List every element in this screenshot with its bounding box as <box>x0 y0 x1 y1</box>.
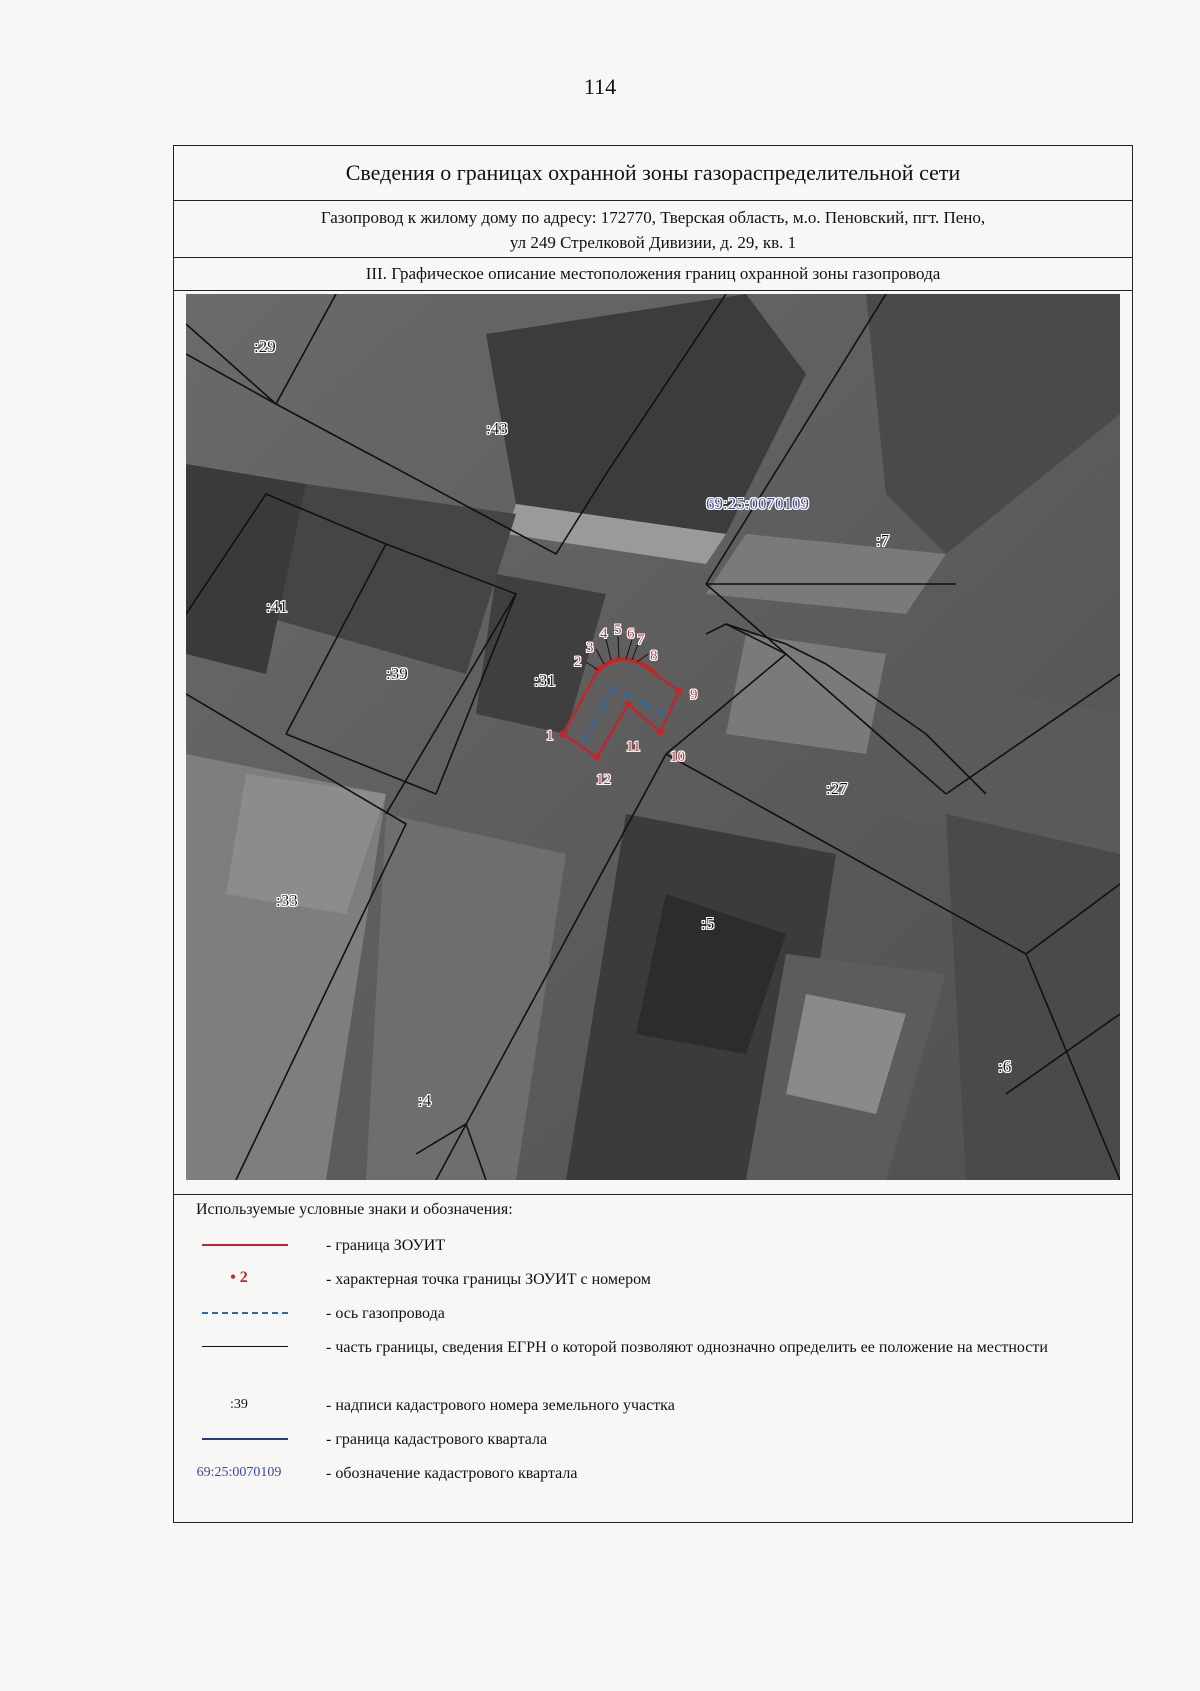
point-label-9: 9 <box>690 687 698 703</box>
point-label-8: 8 <box>650 648 658 664</box>
legend-text: - обозначение кадастрового квартала <box>326 1465 578 1482</box>
point-label-11: 11 <box>626 739 641 755</box>
object-description <box>174 201 1132 258</box>
quarter-label-sample: 69:25:0070109 <box>196 1465 282 1480</box>
page-number: 114 <box>583 74 617 99</box>
parcel-label-7: :7 <box>876 531 890 550</box>
document-title: Сведения о границах охранной зоны газораспределительной сети <box>174 146 1132 201</box>
point-label-6: 6 <box>627 626 635 642</box>
legend-item-point <box>174 1269 1132 1295</box>
point-1 <box>560 731 567 738</box>
point-symbol <box>184 1269 294 1287</box>
map-canvas <box>186 294 1120 1180</box>
point-dot-icon: • <box>230 1269 236 1286</box>
aerial-imagery <box>186 294 1120 1180</box>
parcel-label-27: :27 <box>826 779 848 798</box>
legend-text: - характерная точка границы ЗОУИТ с номером <box>326 1271 651 1288</box>
legend-text: - граница кадастрового квартала <box>326 1431 548 1448</box>
point-label-12: 12 <box>596 772 611 788</box>
parcel-label-39: :39 <box>386 664 408 683</box>
object-line-2: ул 249 Стрелковой Дивизии, д. 29, кв. 1 <box>509 233 797 252</box>
legend-item-parcel-boundary <box>174 1337 1132 1385</box>
object-line-1: Газопровод к жилому дому по адресу: 172770, Тверская область, м.о. Пеновский, пгт. Пено, <box>320 208 986 227</box>
map-view[interactable] <box>186 294 1120 1180</box>
legend-text: - надписи кадастрового номера земельного участка <box>326 1397 675 1414</box>
point-9 <box>676 688 683 695</box>
parcel-label-41: :41 <box>266 597 288 616</box>
parcel-label-5: :5 <box>701 914 715 933</box>
legend-text: - граница ЗОУИТ <box>326 1237 446 1254</box>
point-label-2: 2 <box>574 654 582 670</box>
point-12 <box>594 754 601 761</box>
point-label-3: 3 <box>586 640 594 656</box>
parcel-label-33: :33 <box>276 891 298 910</box>
parcel-label-4: :4 <box>418 1091 432 1110</box>
legend-title: Используемые условные знаки и обозначения: <box>196 1201 513 1218</box>
legend-item-quarter-boundary <box>174 1429 1132 1455</box>
legend-text: - часть границы, сведения ЕГРН о которой позволяют однозначно определить ее положение на местности <box>326 1339 1048 1356</box>
parcel-label-29: :29 <box>254 337 276 356</box>
parcel-label-6: :6 <box>998 1057 1012 1076</box>
point-11 <box>625 701 632 708</box>
document-frame <box>173 145 1133 1523</box>
legend-item-pipeline-axis <box>174 1303 1132 1329</box>
parcel-label-sample: :39 <box>230 1397 248 1412</box>
legend-text: - ось газопровода <box>326 1305 445 1322</box>
legend-item-parcel-label <box>174 1395 1132 1421</box>
legend <box>174 1194 1132 1522</box>
point-label-4: 4 <box>600 626 608 642</box>
legend-item-zone-boundary <box>174 1235 1132 1261</box>
point-10 <box>657 729 664 736</box>
section-title: III. Графическое описание местоположения границ охранной зоны газопровода <box>174 258 1132 291</box>
point-symbol-label: 2 <box>239 1269 248 1286</box>
point-label-10: 10 <box>670 749 685 765</box>
point-label-1: 1 <box>546 728 554 744</box>
legend-item-quarter-label <box>174 1463 1132 1489</box>
point-label-7: 7 <box>637 632 645 648</box>
point-label-5: 5 <box>614 622 622 638</box>
parcel-label-31: :31 <box>534 671 556 690</box>
quarter-label: 69:25:0070109 <box>706 494 809 513</box>
parcel-label-43: :43 <box>486 419 508 438</box>
